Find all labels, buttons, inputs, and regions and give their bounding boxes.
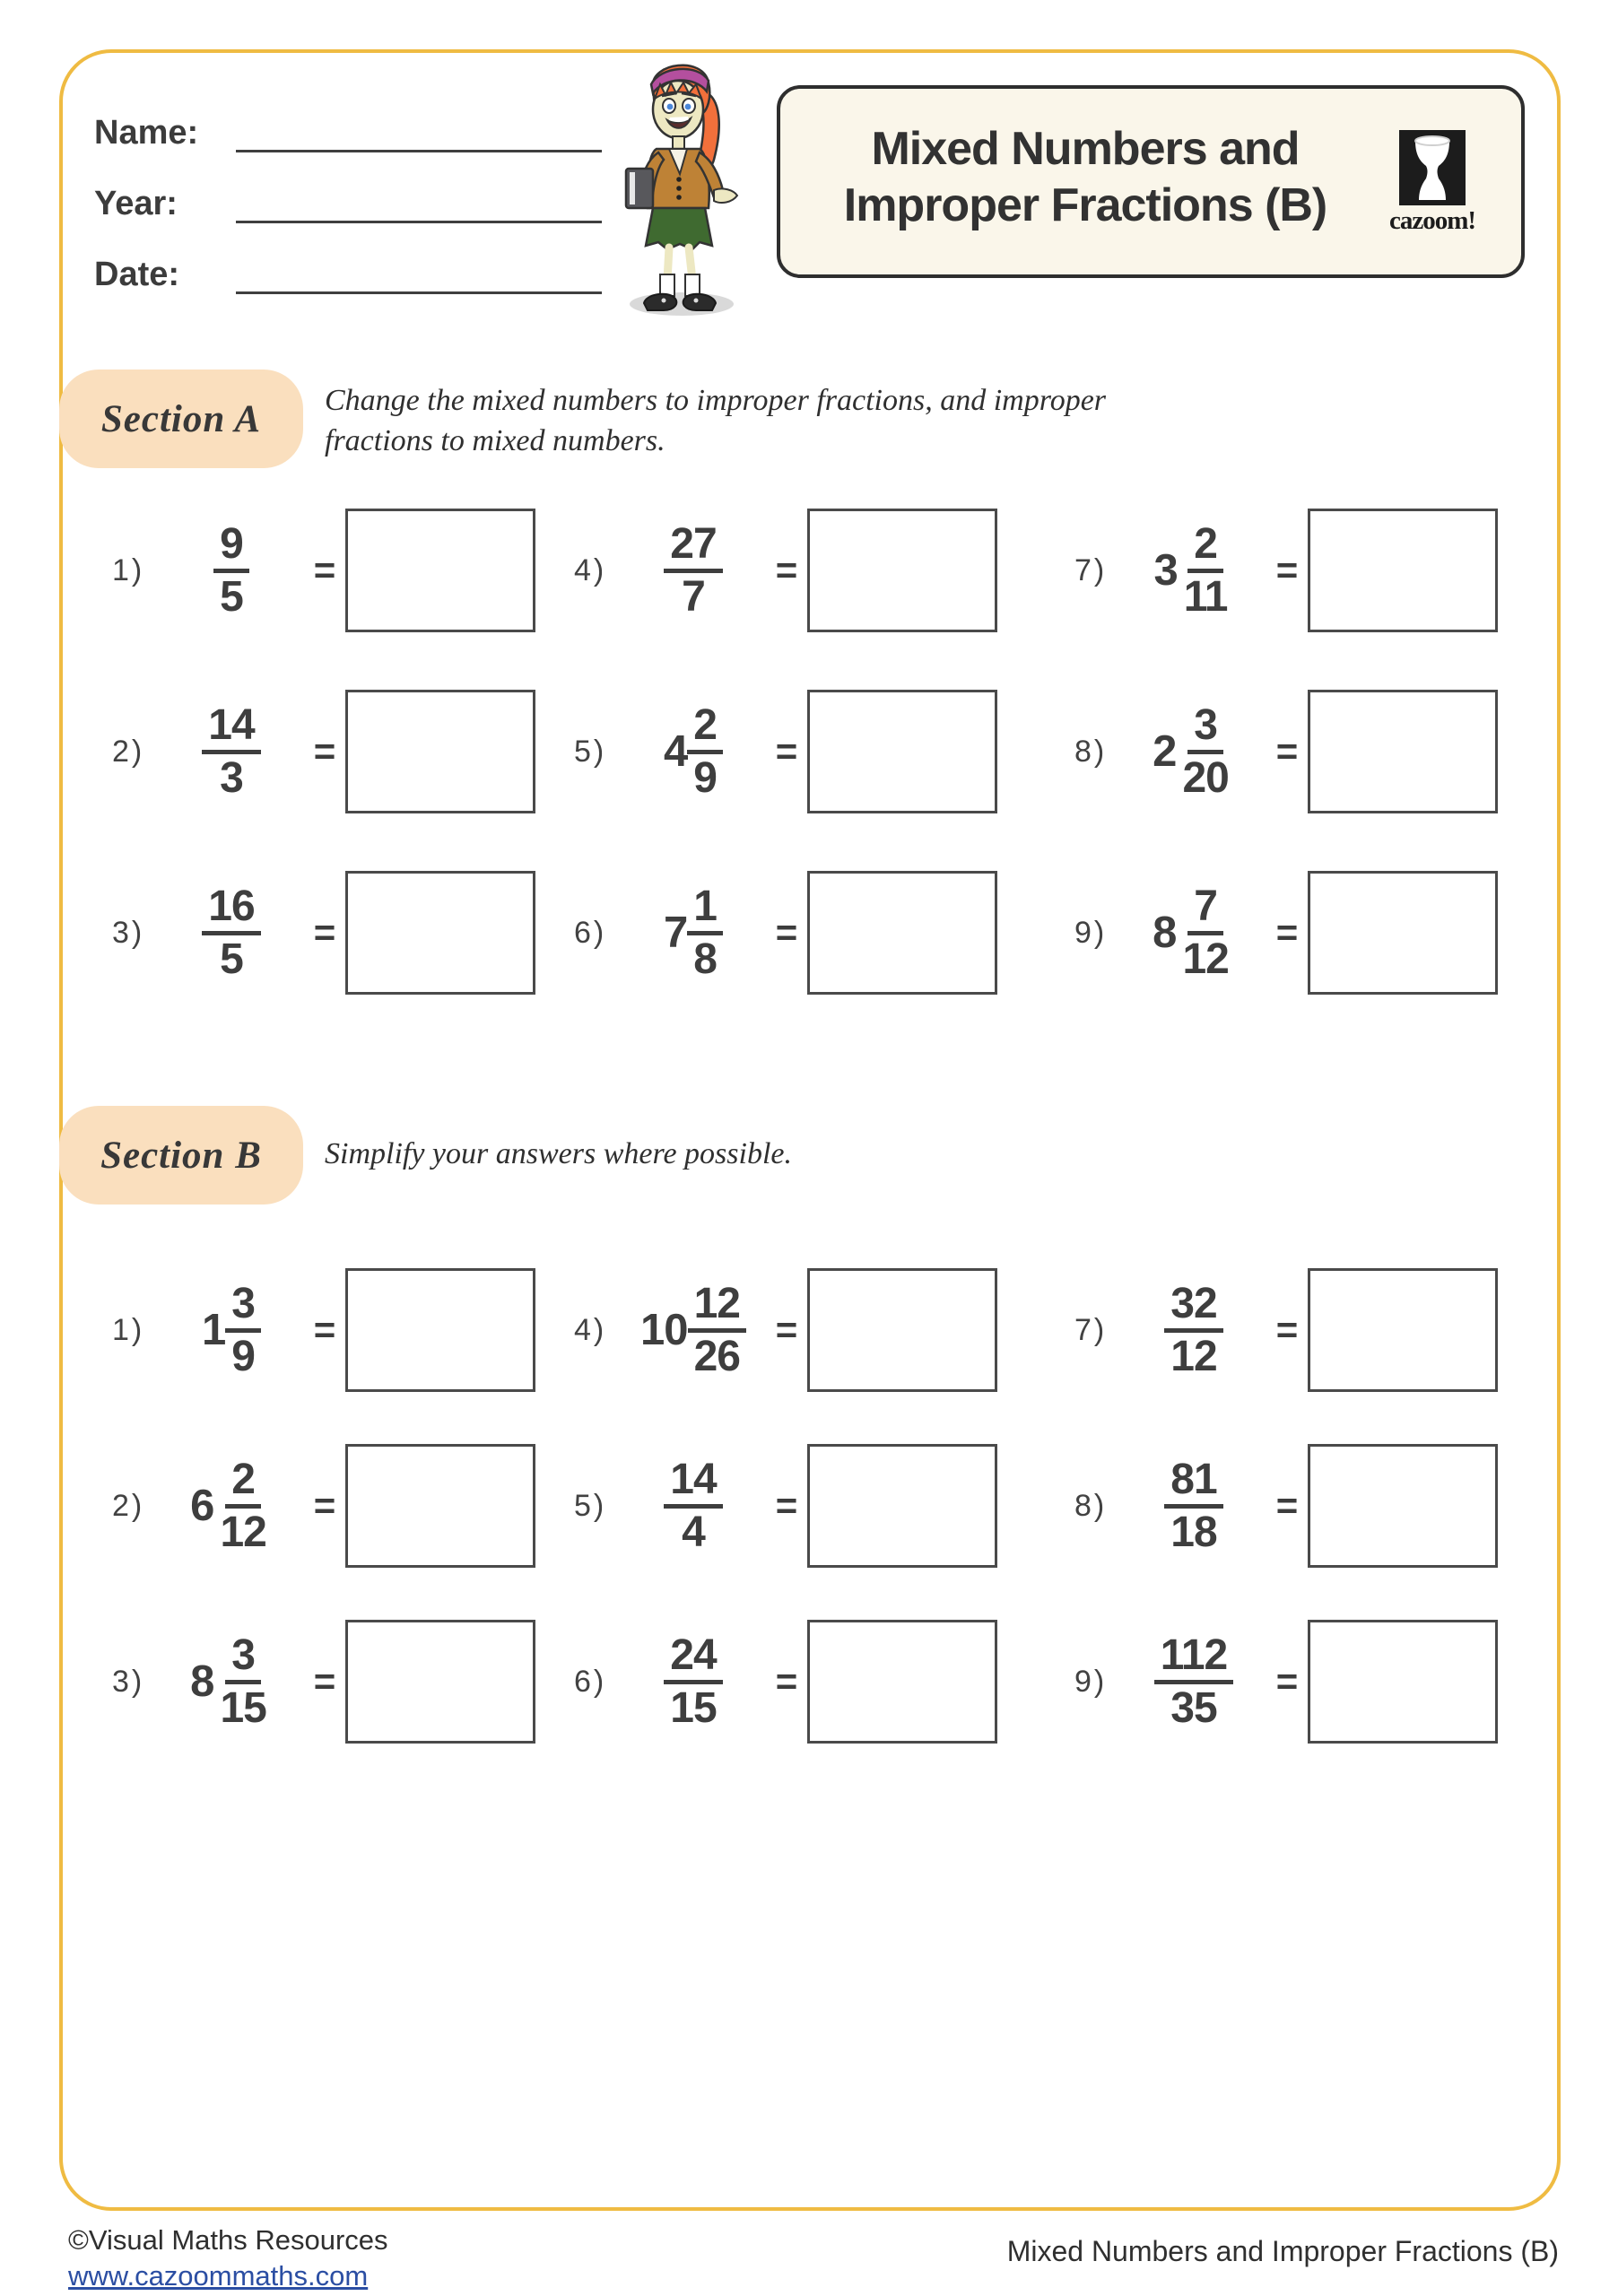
equals-sign: = xyxy=(313,1309,336,1351)
cazoom-logo-text: cazoom! xyxy=(1388,206,1476,235)
fraction-numerator: 3 xyxy=(225,1634,261,1683)
equals-sign: = xyxy=(313,1660,336,1702)
problem-number: 4) xyxy=(574,552,607,587)
fraction-denominator: 4 xyxy=(682,1508,705,1556)
equals-sign: = xyxy=(313,1484,336,1526)
fraction xyxy=(687,883,723,983)
section-a-problem-6 xyxy=(574,842,1074,1023)
footer-credits xyxy=(68,2222,388,2295)
equals-sign: = xyxy=(313,911,336,953)
problem-number: 5) xyxy=(574,1488,607,1523)
section-b-problem-6 xyxy=(574,1594,1074,1770)
equals-sign: = xyxy=(775,911,798,953)
equals-sign: = xyxy=(1275,1484,1299,1526)
problem-number: 8) xyxy=(1074,734,1108,769)
mixed-number-whole-part: 6 xyxy=(190,1482,214,1530)
problem-number: 5) xyxy=(574,734,607,769)
title-line-1: Mixed Numbers and xyxy=(871,123,1300,175)
problem-number: 7) xyxy=(1074,1312,1108,1347)
problem-expression xyxy=(1121,1280,1266,1380)
footer-website-link[interactable]: www.cazoommaths.com xyxy=(68,2260,369,2292)
name-field-row xyxy=(94,106,602,152)
section-a-label: Section A xyxy=(100,397,262,440)
equals-sign: = xyxy=(1275,730,1299,772)
fraction xyxy=(225,1280,261,1380)
problem-number: 7) xyxy=(1074,552,1108,587)
equals-sign: = xyxy=(1275,1660,1299,1702)
fraction-denominator: 18 xyxy=(1170,1508,1217,1556)
problem-expression xyxy=(159,520,304,621)
section-a-problem-8 xyxy=(1074,661,1511,842)
section-b-problem-3 xyxy=(112,1594,574,1770)
equals-sign: = xyxy=(775,1309,798,1351)
answer-box[interactable] xyxy=(807,1268,997,1392)
fraction xyxy=(213,520,249,621)
fraction-numerator: 1 xyxy=(687,885,723,935)
answer-box[interactable] xyxy=(807,509,997,632)
mixed-number-whole-part: 7 xyxy=(664,909,688,957)
problem-expression xyxy=(621,701,766,802)
answer-box[interactable] xyxy=(345,1620,535,1744)
equals-sign: = xyxy=(775,1484,798,1526)
fraction-numerator: 32 xyxy=(1164,1283,1222,1332)
fraction xyxy=(1164,1280,1222,1380)
fraction xyxy=(664,520,722,621)
problem-expression xyxy=(159,1280,304,1380)
answer-box[interactable] xyxy=(807,871,997,995)
date-label: Date: xyxy=(94,256,180,293)
fraction-numerator: 16 xyxy=(202,885,260,935)
fraction-numerator: 7 xyxy=(1187,885,1223,935)
student-character-illustration xyxy=(617,54,753,319)
fraction xyxy=(664,1631,722,1732)
problem-expression xyxy=(1121,1631,1266,1732)
problem-number: 6) xyxy=(574,915,607,950)
section-b-problem-2 xyxy=(112,1418,574,1594)
fraction xyxy=(1154,1631,1233,1732)
answer-box[interactable] xyxy=(345,509,535,632)
fraction xyxy=(664,1456,722,1556)
mixed-number-whole-part: 10 xyxy=(640,1306,688,1354)
fraction-numerator: 3 xyxy=(1187,704,1223,753)
fraction-denominator: 11 xyxy=(1183,572,1228,621)
answer-box[interactable] xyxy=(1308,871,1498,995)
mixed-number-whole-part: 1 xyxy=(202,1306,226,1354)
mixed-number-whole-part: 8 xyxy=(1153,909,1177,957)
year-write-line[interactable] xyxy=(236,181,602,223)
problem-expression xyxy=(159,701,304,802)
problem-expression xyxy=(1121,883,1266,983)
footer-doc-title: Mixed Numbers and Improper Fractions (B) xyxy=(1006,2235,1559,2267)
worksheet-title-box xyxy=(777,85,1525,278)
mixed-number-whole-part: 8 xyxy=(190,1657,214,1706)
section-a-problem-9 xyxy=(1074,842,1511,1023)
fraction-numerator: 14 xyxy=(202,704,260,753)
year-label: Year: xyxy=(94,185,178,222)
answer-box[interactable] xyxy=(807,1620,997,1744)
fraction-numerator: 9 xyxy=(213,523,249,572)
equals-sign: = xyxy=(775,1660,798,1702)
fraction-denominator: 5 xyxy=(220,935,243,983)
answer-box[interactable] xyxy=(1308,1444,1498,1568)
name-write-line[interactable] xyxy=(236,110,602,152)
problem-expression xyxy=(621,520,766,621)
section-a-problem-1 xyxy=(112,480,574,661)
footer-copyright: ©Visual Maths Resources xyxy=(68,2224,388,2256)
fraction xyxy=(688,1280,746,1380)
problem-number: 4) xyxy=(574,1312,607,1347)
fraction-denominator: 35 xyxy=(1170,1683,1217,1732)
date-write-line[interactable] xyxy=(236,252,602,294)
problem-number: 3) xyxy=(112,915,145,950)
problem-expression xyxy=(1121,520,1266,621)
fraction-denominator: 15 xyxy=(220,1683,266,1732)
problem-number: 2) xyxy=(112,1488,145,1523)
fraction xyxy=(213,1456,272,1556)
section-b-problem-5 xyxy=(574,1418,1074,1594)
problem-expression xyxy=(159,883,304,983)
section-b-label: Section B xyxy=(100,1134,262,1177)
fraction-numerator: 112 xyxy=(1154,1634,1233,1683)
problem-number: 6) xyxy=(574,1664,607,1699)
problem-expression xyxy=(621,1280,766,1380)
problem-expression xyxy=(621,1456,766,1556)
fraction-denominator: 12 xyxy=(220,1508,266,1556)
section-b-problems-grid xyxy=(112,1242,1511,1770)
fraction-denominator: 3 xyxy=(220,753,243,802)
section-b-problem-1 xyxy=(112,1242,574,1418)
fraction-numerator: 27 xyxy=(664,523,722,572)
fraction xyxy=(1178,520,1234,621)
problem-number: 2) xyxy=(112,734,145,769)
answer-box[interactable] xyxy=(1308,1620,1498,1744)
fraction-denominator: 12 xyxy=(1170,1332,1217,1380)
equals-sign: = xyxy=(775,549,798,591)
problem-expression xyxy=(159,1631,304,1732)
fraction-numerator: 3 xyxy=(225,1283,261,1332)
section-b-problem-4 xyxy=(574,1242,1074,1418)
problem-expression xyxy=(1121,1456,1266,1556)
fraction-numerator: 2 xyxy=(225,1458,261,1508)
equals-sign: = xyxy=(1275,549,1299,591)
fraction-numerator: 81 xyxy=(1164,1458,1222,1508)
answer-box[interactable] xyxy=(345,871,535,995)
fraction-denominator: 7 xyxy=(682,572,705,621)
section-a-problem-7 xyxy=(1074,480,1511,661)
date-field-row xyxy=(94,248,602,294)
section-a-problem-4 xyxy=(574,480,1074,661)
fraction xyxy=(1164,1456,1222,1556)
section-a-problem-5 xyxy=(574,661,1074,842)
fraction xyxy=(213,1631,272,1732)
answer-box[interactable] xyxy=(345,1268,535,1392)
cazoom-logo xyxy=(1374,130,1491,236)
problem-number: 1) xyxy=(112,1312,145,1347)
fraction-numerator: 14 xyxy=(664,1458,722,1508)
problem-expression xyxy=(621,1631,766,1732)
problem-number: 9) xyxy=(1074,915,1108,950)
problem-expression xyxy=(621,883,766,983)
answer-box[interactable] xyxy=(1308,509,1498,632)
answer-box[interactable] xyxy=(807,1444,997,1568)
section-a-problem-3 xyxy=(112,842,574,1023)
answer-box[interactable] xyxy=(1308,1268,1498,1392)
title-line-2: Improper Fractions (B) xyxy=(843,179,1327,232)
problem-number: 3) xyxy=(112,1664,145,1699)
problem-number: 9) xyxy=(1074,1664,1108,1699)
equals-sign: = xyxy=(775,730,798,772)
equals-sign: = xyxy=(1275,911,1299,953)
fraction-denominator: 8 xyxy=(693,935,717,983)
section-b-problem-7 xyxy=(1074,1242,1511,1418)
student-info-fields xyxy=(94,106,602,318)
name-label: Name: xyxy=(94,114,199,152)
fraction-denominator: 5 xyxy=(220,572,243,621)
mixed-number-whole-part: 2 xyxy=(1153,727,1177,776)
section-a-header xyxy=(59,370,303,468)
fraction-numerator: 24 xyxy=(664,1634,722,1683)
answer-box[interactable] xyxy=(807,690,997,813)
fraction xyxy=(1176,701,1234,802)
worksheet-title xyxy=(807,121,1363,235)
mixed-number-whole-part: 3 xyxy=(1153,546,1178,595)
section-b-instruction: Simplify your answers where possible. xyxy=(325,1137,792,1170)
fraction xyxy=(1176,883,1234,983)
equals-sign: = xyxy=(313,730,336,772)
fraction xyxy=(202,701,260,802)
fraction-numerator: 2 xyxy=(1187,523,1223,572)
section-b-problem-9 xyxy=(1074,1594,1511,1770)
problem-expression xyxy=(159,1456,304,1556)
fraction-denominator: 20 xyxy=(1182,753,1229,802)
fraction-denominator: 26 xyxy=(693,1332,740,1380)
section-a-instruction: Change the mixed numbers to improper fractions, and improper fractions to mixed numbers. xyxy=(325,384,1107,458)
equals-sign: = xyxy=(1275,1309,1299,1351)
year-field-row xyxy=(94,177,602,223)
fraction xyxy=(687,701,723,802)
answer-box[interactable] xyxy=(1308,690,1498,813)
section-a-problems-grid xyxy=(112,480,1511,1023)
answer-box[interactable] xyxy=(345,1444,535,1568)
fraction-numerator: 12 xyxy=(688,1283,746,1332)
cazoom-drum-logo-icon xyxy=(1399,130,1466,205)
section-b-header xyxy=(59,1106,303,1205)
fraction xyxy=(202,883,260,983)
problem-expression xyxy=(1121,701,1266,802)
section-a-problem-2 xyxy=(112,661,574,842)
fraction-denominator: 15 xyxy=(670,1683,717,1732)
problem-number: 8) xyxy=(1074,1488,1108,1523)
fraction-numerator: 2 xyxy=(687,704,723,753)
fraction-denominator: 12 xyxy=(1182,935,1229,983)
problem-number: 1) xyxy=(112,552,145,587)
fraction-denominator: 9 xyxy=(693,753,717,802)
fraction-denominator: 9 xyxy=(231,1332,255,1380)
equals-sign: = xyxy=(313,549,336,591)
section-b-problem-8 xyxy=(1074,1418,1511,1594)
answer-box[interactable] xyxy=(345,690,535,813)
mixed-number-whole-part: 4 xyxy=(664,727,688,776)
